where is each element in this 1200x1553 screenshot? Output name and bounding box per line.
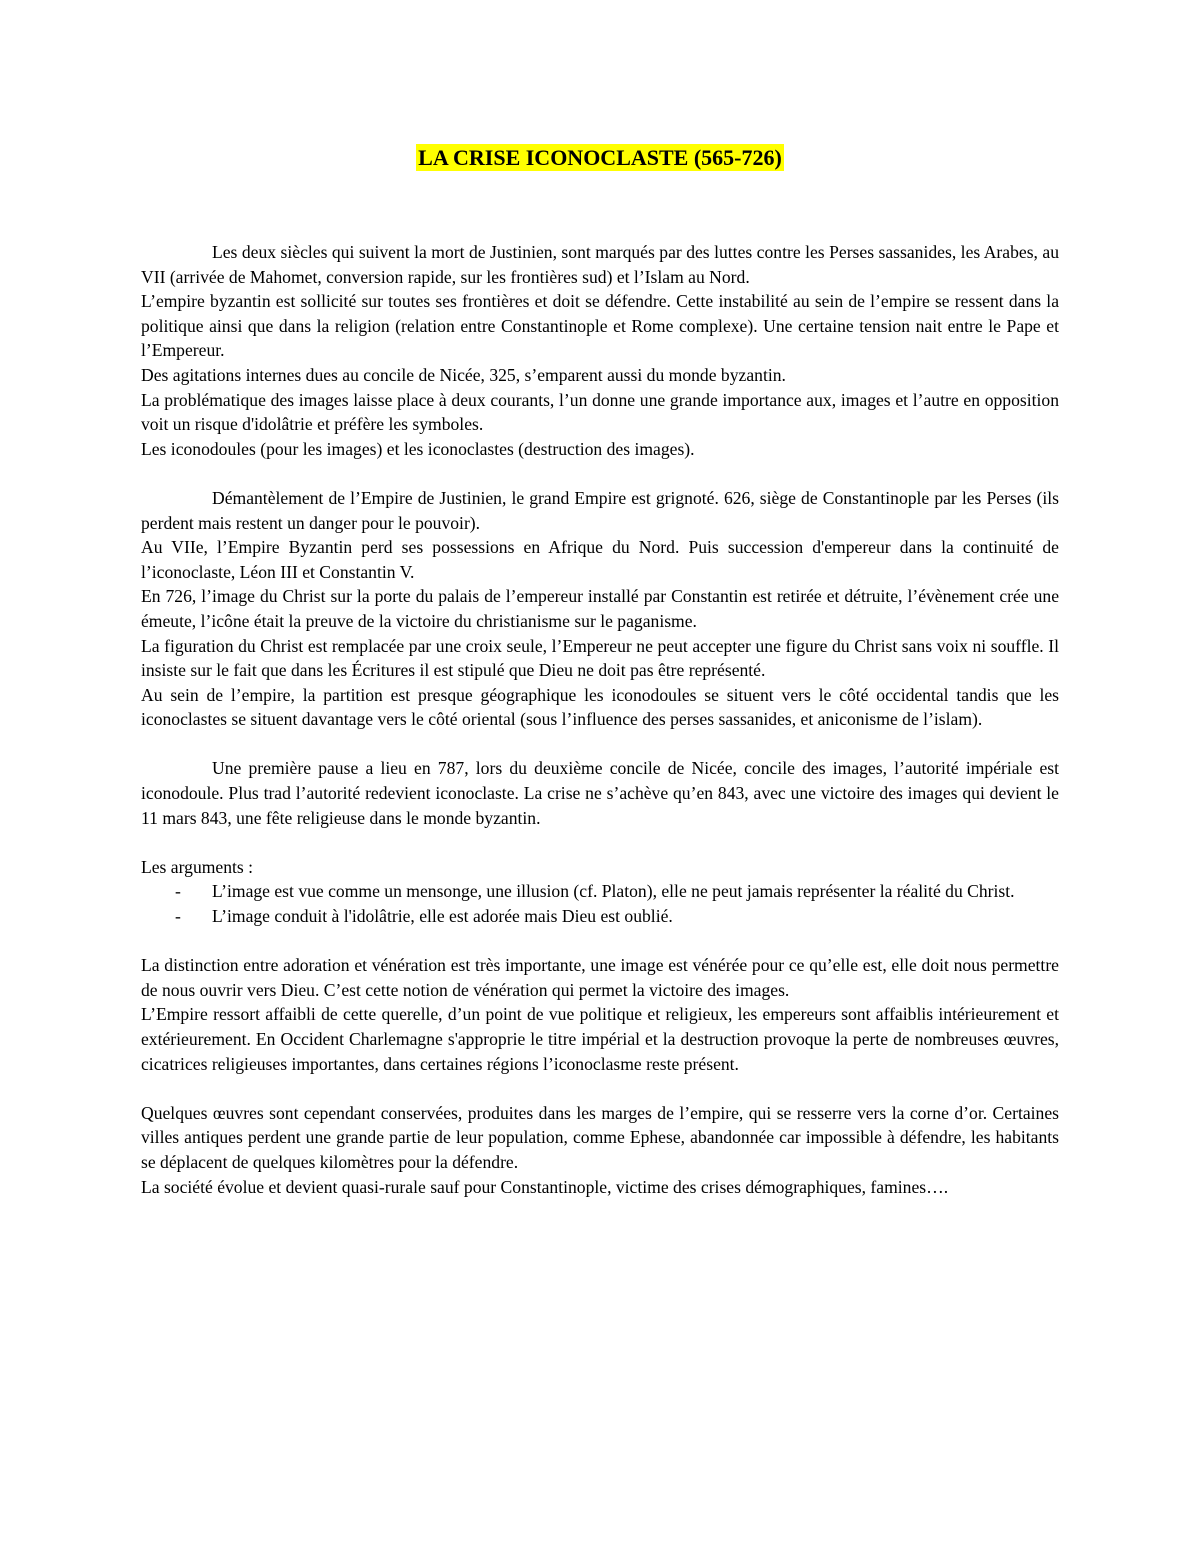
spacer: [141, 929, 1059, 954]
dash-bullet: -: [175, 906, 181, 927]
paragraph: Une première pause a lieu en 787, lors du deuxième concile de Nicée, concile des images, l’autorité impériale est iconodoule. Plus trad l’autorité redevient iconoclaste. La crise ne s’achève qu’en 843, avec une victoire des images qui devient le 11 mars 843, une fête religieuse dans le monde byzantin.: [141, 758, 1059, 828]
spacer: [141, 830, 1059, 855]
section-veneration: [141, 953, 1059, 1076]
section-context: [141, 240, 1059, 461]
paragraph: La problématique des images laisse place à deux courants, l’un donne une grande importance aux, images et l’autre en opposition voit un risque d'idolâtrie et préfère les symboles.: [141, 389, 1059, 435]
paragraph: Démantèlement de l’Empire de Justinien, le grand Empire est grignoté. 626, siège de Constantinople par les Perses (ils perdent mais restent un danger pour le pouvoir).: [141, 487, 1059, 533]
paragraph: Quelques œuvres sont cependant conservées, produites dans les marges de l’empire, qui se resserre vers la corne d’or. Certaines villes antiques perdent une grande partie de leur population, comme Ephese, abandonnée car impossible à défendre, les habitants se déplacent de quelques kilomètres pour la défendre.: [141, 1102, 1059, 1172]
spacer: [141, 732, 1059, 757]
paragraph: La figuration du Christ est remplacée par une croix seule, l’Empereur ne peut accepter une figure du Christ sans voix ni souffle. Il insiste sur le fait que dans les Écritures il est stipulé que Dieu ne doit pas être représenté.: [141, 635, 1059, 681]
section-conclusion: [141, 1101, 1059, 1199]
list-item-text: L’image est vue comme un mensonge, une illusion (cf. Platon), elle ne peut jamais représenter la réalité du Christ.: [212, 881, 1015, 902]
paragraph: L’empire byzantin est sollicité sur toutes ses frontières et doit se défendre. Cette instabilité au sein de l’empire se ressent dans la politique ainsi que dans la religion (relation entre Constantinople et Rome complexe). Une certaine tension nait entre le Pape et l’Empereur.: [141, 291, 1059, 361]
dash-bullet: -: [175, 881, 181, 902]
list-item: [141, 879, 1059, 904]
paragraph: La société évolue et devient quasi-rurale sauf pour Constantinople, victime des crises démographiques, famines….: [141, 1176, 949, 1197]
arguments-list: [141, 879, 1059, 928]
spacer: [141, 1076, 1059, 1101]
title-block: [141, 140, 1059, 177]
list-item: [141, 904, 1059, 929]
paragraph: En 726, l’image du Christ sur la porte du palais de l’empereur installé par Constantin est retirée et détruite, l’évènement crée une émeute, l’icône était la preuve de la victoire du christianisme sur le paganisme.: [141, 586, 1059, 631]
spacer: [141, 461, 1059, 486]
paragraph: L’Empire ressort affaibli de cette querelle, d’un point de vue politique et religieux, les empereurs sont affaiblis intérieurement et extérieurement. En Occident Charlemagne s'approprie le titre impérial et la destruction provoque la perte de nombreuses œuvres, cicatrices religieuses importantes, dans certaines régions l’iconoclasme reste présent.: [141, 1004, 1059, 1074]
paragraph: Des agitations internes dues au concile de Nicée, 325, s’emparent aussi du monde byzantin.: [141, 364, 786, 385]
paragraph: Les deux siècles qui suivent la mort de Justinien, sont marqués par des luttes contre les Perses sassanides, les Arabes, au VII (arrivée de Mahomet, conversion rapide, sur les frontières sud) et l’Islam au Nord.: [141, 242, 1059, 287]
list-item-text: L’image conduit à l'idolâtrie, elle est adorée mais Dieu est oublié.: [212, 906, 673, 927]
paragraph: Au sein de l’empire, la partition est presque géographique les iconodoules se situent vers le côté occidental tandis que les iconoclastes se situent davantage vers le côté oriental (sous l’influence des perses sassanides, et aniconisme de l’islam).: [141, 684, 1059, 730]
document-page: [141, 140, 1059, 1199]
section-arguments: [141, 855, 1059, 929]
section-dismantling: [141, 486, 1059, 732]
paragraph: La distinction entre adoration et vénération est très importante, une image est vénérée pour ce qu’elle est, elle doit nous permettre de nous ouvrir vers Dieu. C’est cette notion de vénération qui permet la victoire des images.: [141, 955, 1059, 1000]
document-title: LA CRISE ICONOCLASTE (565-726): [418, 145, 782, 170]
paragraph: Au VIIe, l’Empire Byzantin perd ses possessions en Afrique du Nord. Puis succession d'empereur dans la continuité de l’iconoclaste, Léon III et Constantin V.: [141, 537, 1059, 582]
section-pause: [141, 756, 1059, 830]
arguments-heading: Les arguments :: [141, 856, 254, 877]
paragraph: Les iconodoules (pour les images) et les iconoclastes (destruction des images).: [141, 438, 695, 459]
